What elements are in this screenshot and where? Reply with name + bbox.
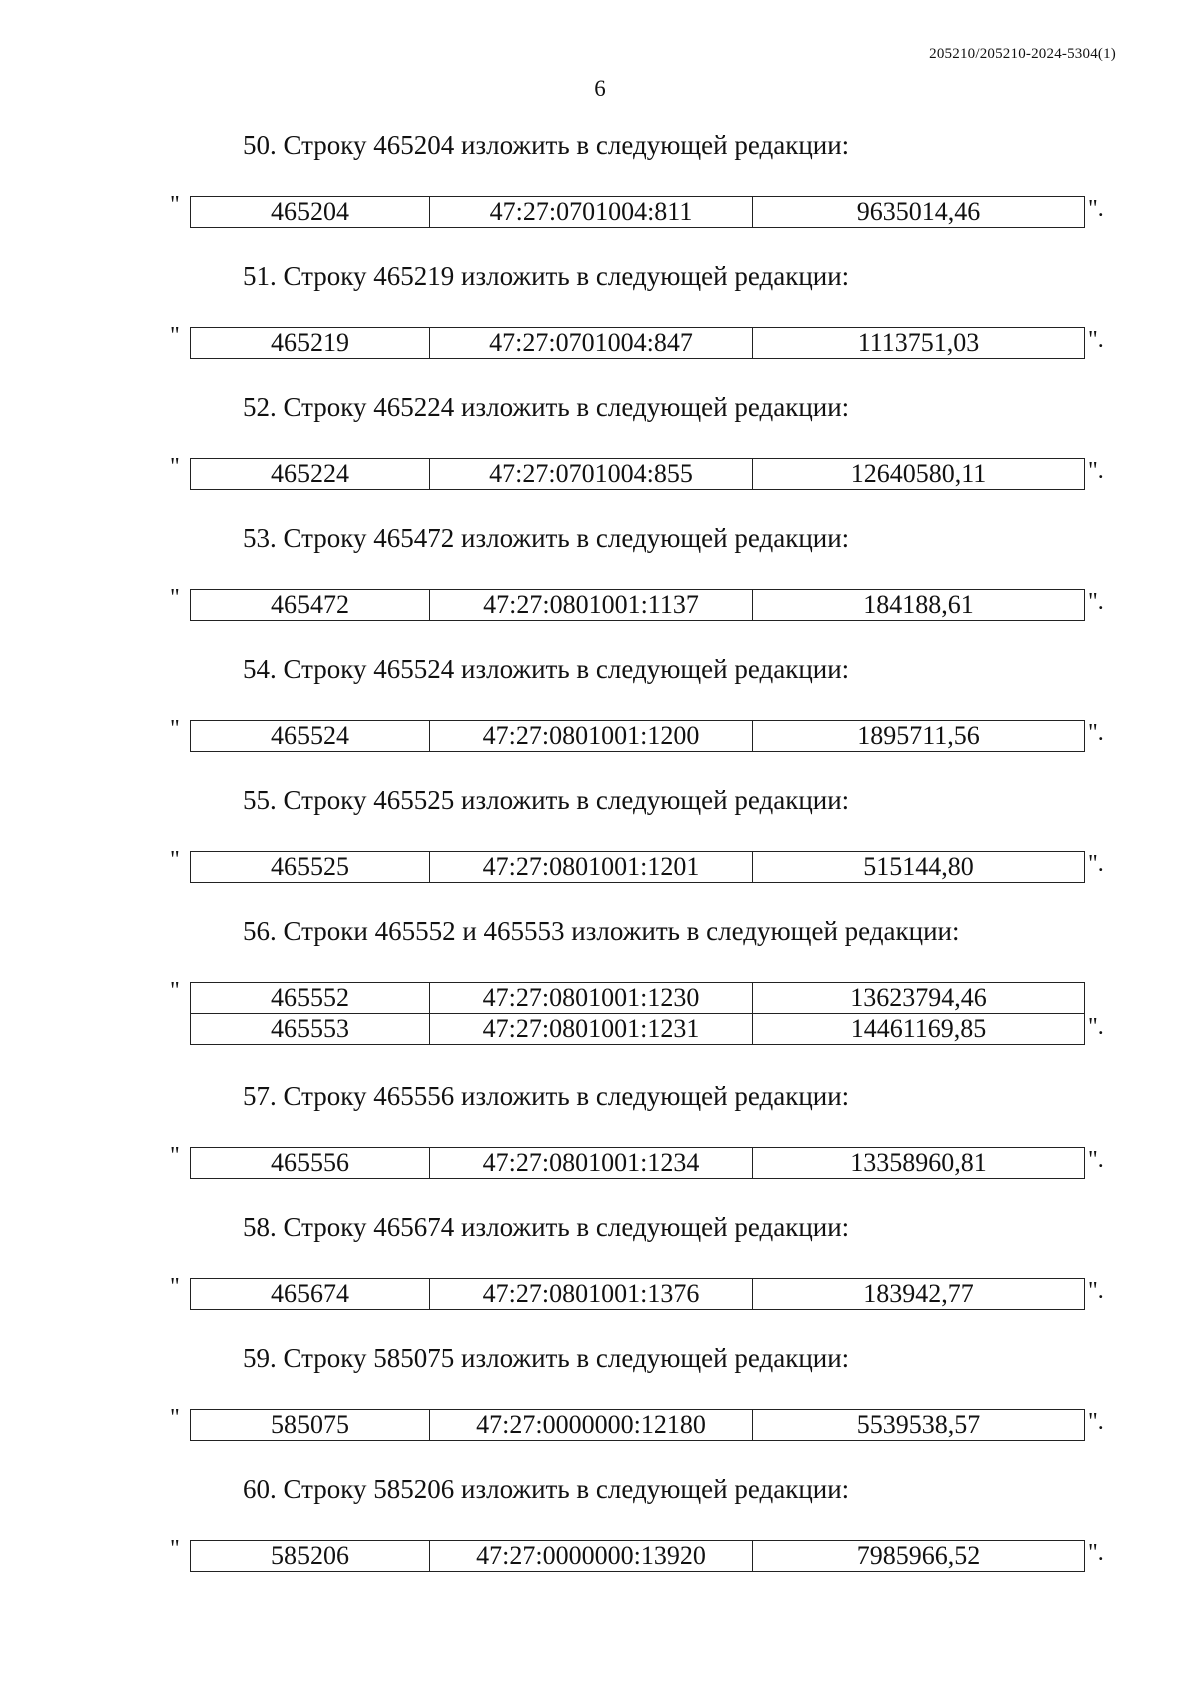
closing-quote: ". <box>1088 1147 1104 1173</box>
closing-quote: ". <box>1088 1540 1104 1566</box>
closing-quote: ". <box>1088 458 1104 484</box>
opening-quote: " <box>170 978 180 1004</box>
table-row <box>191 1410 1085 1441</box>
row-number-cell: 465553 <box>191 1014 430 1045</box>
cadastral-number-cell: 47:27:0801001:1231 <box>430 1014 753 1045</box>
amendment-table <box>190 458 1085 490</box>
amendments-list <box>0 120 1200 1595</box>
table-row <box>191 983 1085 1014</box>
value-cell: 1895711,56 <box>753 721 1085 752</box>
row-number-cell: 465525 <box>191 852 430 883</box>
amendment-table <box>190 589 1085 621</box>
value-cell: 1113751,03 <box>753 328 1085 359</box>
value-cell: 515144,80 <box>753 852 1085 883</box>
amendment-item <box>0 513 1200 644</box>
amendment-instruction: 50. Строку 465204 изложить в следующей редакции: <box>243 130 850 160</box>
table-row <box>191 1279 1085 1310</box>
table-row <box>191 197 1085 228</box>
amendment-instruction: 60. Строку 585206 изложить в следующей редакции: <box>243 1474 850 1504</box>
document-id: 205210/205210-2024-5304(1) <box>929 46 1116 62</box>
page-number: 6 <box>594 76 606 101</box>
closing-quote: ". <box>1088 851 1104 877</box>
amendment-item <box>0 1202 1200 1333</box>
row-number-cell: 465224 <box>191 459 430 490</box>
value-cell: 183942,77 <box>753 1279 1085 1310</box>
value-cell: 12640580,11 <box>753 459 1085 490</box>
amendment-instruction: 51. Строку 465219 изложить в следующей редакции: <box>243 261 850 291</box>
opening-quote: " <box>170 1405 180 1431</box>
amendment-table <box>190 196 1085 228</box>
amendment-instruction: 52. Строку 465224 изложить в следующей редакции: <box>243 392 850 422</box>
amendment-table <box>190 1540 1085 1572</box>
amendment-table <box>190 982 1085 1045</box>
table-row <box>191 1014 1085 1045</box>
closing-quote: ". <box>1088 720 1104 746</box>
amendment-item <box>0 906 1200 1071</box>
row-number-cell: 465556 <box>191 1148 430 1179</box>
amendment-instruction: 56. Строки 465552 и 465553 изложить в следующей редакции: <box>243 916 960 946</box>
cadastral-number-cell: 47:27:0801001:1234 <box>430 1148 753 1179</box>
row-number-cell: 465552 <box>191 983 430 1014</box>
amendment-instruction: 58. Строку 465674 изложить в следующей редакции: <box>243 1212 850 1242</box>
amendment-item <box>0 382 1200 513</box>
table-row <box>191 721 1085 752</box>
opening-quote: " <box>170 454 180 480</box>
opening-quote: " <box>170 1143 180 1169</box>
closing-quote: ". <box>1088 589 1104 615</box>
amendment-instruction: 57. Строку 465556 изложить в следующей редакции: <box>243 1081 850 1111</box>
amendment-instruction: 55. Строку 465525 изложить в следующей редакции: <box>243 785 850 815</box>
cadastral-number-cell: 47:27:0000000:12180 <box>430 1410 753 1441</box>
amendment-item <box>0 1333 1200 1464</box>
closing-quote: ". <box>1088 1409 1104 1435</box>
amendment-item <box>0 120 1200 251</box>
value-cell: 13623794,46 <box>753 983 1085 1014</box>
table-row <box>191 590 1085 621</box>
table-row <box>191 1541 1085 1572</box>
table-row <box>191 1148 1085 1179</box>
cadastral-number-cell: 47:27:0801001:1230 <box>430 983 753 1014</box>
amendment-item <box>0 251 1200 382</box>
amendment-table <box>190 851 1085 883</box>
row-number-cell: 585075 <box>191 1410 430 1441</box>
value-cell: 184188,61 <box>753 590 1085 621</box>
table-row <box>191 328 1085 359</box>
value-cell: 7985966,52 <box>753 1541 1085 1572</box>
opening-quote: " <box>170 192 180 218</box>
cadastral-number-cell: 47:27:0701004:855 <box>430 459 753 490</box>
closing-quote: ". <box>1088 1014 1104 1040</box>
closing-quote: ". <box>1088 327 1104 353</box>
amendment-instruction: 59. Строку 585075 изложить в следующей редакции: <box>243 1343 850 1373</box>
row-number-cell: 465524 <box>191 721 430 752</box>
value-cell: 14461169,85 <box>753 1014 1085 1045</box>
cadastral-number-cell: 47:27:0801001:1376 <box>430 1279 753 1310</box>
opening-quote: " <box>170 716 180 742</box>
amendment-table <box>190 327 1085 359</box>
row-number-cell: 465219 <box>191 328 430 359</box>
opening-quote: " <box>170 847 180 873</box>
value-cell: 9635014,46 <box>753 197 1085 228</box>
row-number-cell: 465472 <box>191 590 430 621</box>
row-number-cell: 585206 <box>191 1541 430 1572</box>
table-row <box>191 852 1085 883</box>
opening-quote: " <box>170 585 180 611</box>
amendment-item <box>0 1071 1200 1202</box>
amendment-table <box>190 1409 1085 1441</box>
cadastral-number-cell: 47:27:0801001:1201 <box>430 852 753 883</box>
cadastral-number-cell: 47:27:0701004:847 <box>430 328 753 359</box>
amendment-instruction: 53. Строку 465472 изложить в следующей редакции: <box>243 523 850 553</box>
amendment-table <box>190 720 1085 752</box>
opening-quote: " <box>170 323 180 349</box>
cadastral-number-cell: 47:27:0801001:1200 <box>430 721 753 752</box>
opening-quote: " <box>170 1536 180 1562</box>
amendment-item <box>0 775 1200 906</box>
row-number-cell: 465674 <box>191 1279 430 1310</box>
row-number-cell: 465204 <box>191 197 430 228</box>
value-cell: 13358960,81 <box>753 1148 1085 1179</box>
opening-quote: " <box>170 1274 180 1300</box>
amendment-item <box>0 644 1200 775</box>
value-cell: 5539538,57 <box>753 1410 1085 1441</box>
table-row <box>191 459 1085 490</box>
amendment-instruction: 54. Строку 465524 изложить в следующей редакции: <box>243 654 850 684</box>
amendment-item <box>0 1464 1200 1595</box>
amendment-table <box>190 1147 1085 1179</box>
amendment-table <box>190 1278 1085 1310</box>
cadastral-number-cell: 47:27:0801001:1137 <box>430 590 753 621</box>
closing-quote: ". <box>1088 1278 1104 1304</box>
closing-quote: ". <box>1088 196 1104 222</box>
cadastral-number-cell: 47:27:0000000:13920 <box>430 1541 753 1572</box>
cadastral-number-cell: 47:27:0701004:811 <box>430 197 753 228</box>
